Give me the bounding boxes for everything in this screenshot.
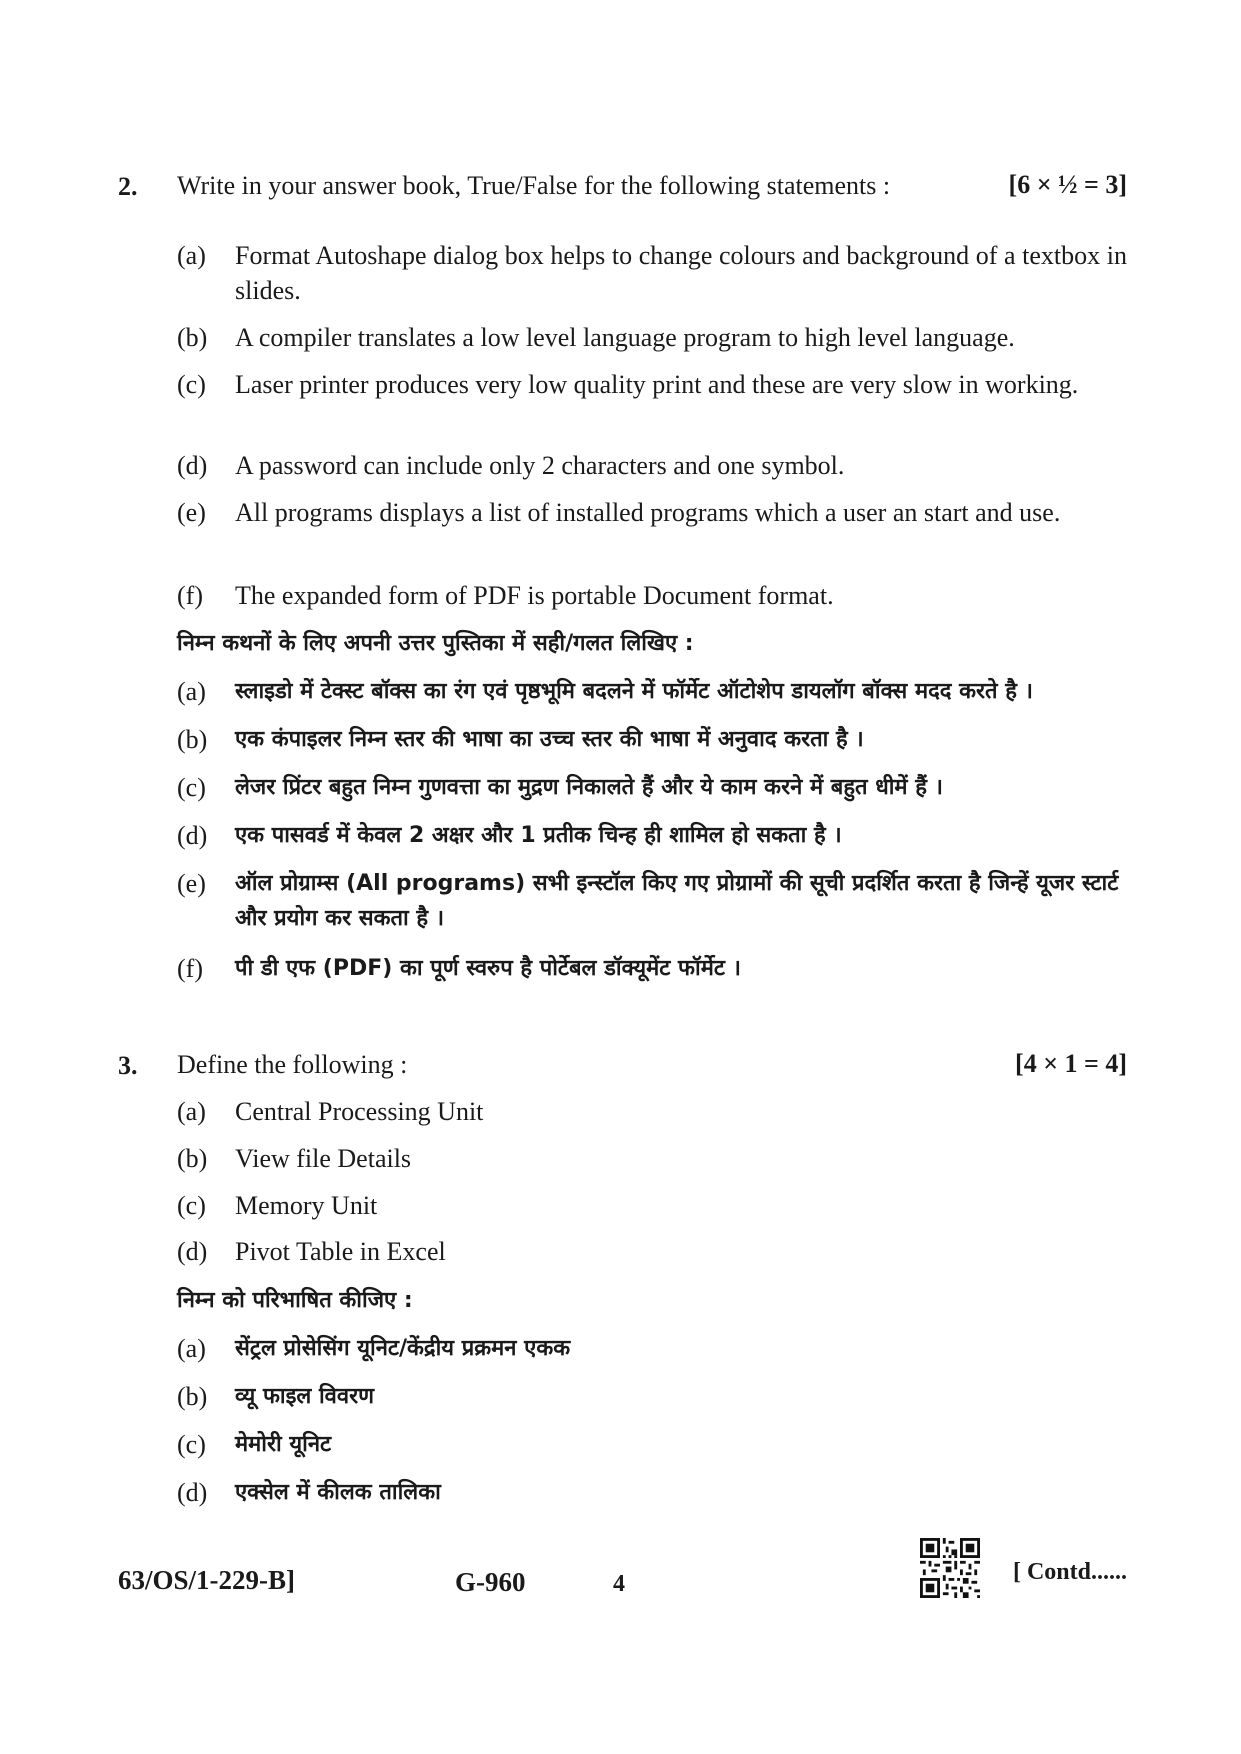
item-text: The expanded form of PDF is portable Document format. <box>235 581 834 610</box>
question-3-prompt: Define the following : <box>177 1050 408 1079</box>
question-2-marks: [6 × ½ = 3] <box>1008 170 1127 199</box>
item-text: मेमोरी यूनिट <box>235 1432 332 1457</box>
item-label: (e) <box>177 498 206 527</box>
item-text: A password can include only 2 characters and one symbol. <box>235 451 845 480</box>
item-label: (d) <box>177 821 208 850</box>
item-text: Memory Unit <box>235 1191 378 1220</box>
q2-item-f-en <box>177 578 1127 613</box>
item-text: View file Details <box>235 1144 412 1173</box>
item-label: (b) <box>177 1144 208 1173</box>
q3-item-d-en <box>177 1234 1127 1269</box>
question-3-number: 3. <box>118 1051 138 1080</box>
item-text: Laser printer produces very low quality print and these are very slow in working. <box>235 370 1079 399</box>
item-label: (b) <box>177 725 208 754</box>
item-label: (f) <box>177 581 203 610</box>
item-text: Format Autoshape dialog box helps to change colours and background of a textbox in slides. <box>235 241 1127 305</box>
q2-item-d-en <box>177 448 1127 483</box>
q3-item-a-hi <box>177 1331 1127 1366</box>
q2-item-c-en <box>177 367 1127 402</box>
item-text: पी डी एफ (PDF) का पूर्ण स्वरुप है पोर्टेबल डॉक्यूमेंट फॉर्मेट । <box>235 956 741 981</box>
paper-code: 63/OS/1-229-B] <box>118 1565 296 1595</box>
item-text: एक कंपाइलर निम्न स्तर की भाषा का उच्च स्तर की भाषा में अनुवाद करता है । <box>235 727 864 752</box>
q2-item-b-hi <box>177 722 1127 757</box>
q3-item-d-hi <box>177 1475 1127 1510</box>
item-label: (a) <box>177 241 206 270</box>
item-label: (d) <box>177 1478 208 1507</box>
q2-item-c-hi <box>177 770 1127 805</box>
q3-hindi-prompt: निम्न को परिभाषित कीजिए : <box>177 1288 413 1313</box>
question-2-number: 2. <box>118 172 138 201</box>
question-3-marks: [4 × 1 = 4] <box>1015 1049 1127 1078</box>
item-label: (c) <box>177 1191 206 1220</box>
q3-item-c-en <box>177 1188 1127 1223</box>
q2-item-d-hi <box>177 818 1127 853</box>
item-text: लेजर प्रिंटर बहुत निम्न गुणवत्ता का मुद्रण निकालते हैं और ये काम करने में बहुत धीमें हैं । <box>235 775 943 800</box>
item-label: (a) <box>177 677 206 706</box>
item-text: व्यू फाइल विवरण <box>235 1384 375 1409</box>
item-text: A compiler translates a low level language program to high level language. <box>235 323 1015 352</box>
item-text: एक्सेल में कीलक तालिका <box>235 1480 441 1505</box>
q2-hindi-prompt: निम्न कथनों के लिए अपनी उत्तर पुस्तिका में सही/गलत लिखिए : <box>177 631 694 656</box>
q2-item-a-en <box>177 238 1127 308</box>
q3-item-b-en <box>177 1141 1127 1176</box>
q3-item-b-hi <box>177 1379 1127 1414</box>
continued-note: [ Contd...... <box>1012 1559 1127 1585</box>
page-number: 4 <box>613 1571 625 1597</box>
item-text: All programs displays a list of installed programs which a user an start and use. <box>235 498 1061 527</box>
item-text: एक पासवर्ड में केवल 2 अक्षर और 1 प्रतीक चिन्ह ही शामिल हो सकता है । <box>235 823 842 848</box>
question-2-prompt: Write in your answer book, True/False for the following statements : <box>177 171 891 200</box>
q2-item-e-hi <box>177 866 1127 936</box>
item-label: (c) <box>177 1430 206 1459</box>
q2-item-b-en <box>177 320 1127 355</box>
q2-item-a-hi <box>177 674 1127 709</box>
q3-item-a-en <box>177 1094 1127 1129</box>
item-text: स्लाइडो में टेक्स्ट बॉक्स का रंग एवं पृष्ठभूमि बदलने में फॉर्मेट ऑटोशेप डायलॉग बॉक्स मदद करते है । <box>235 679 1033 704</box>
item-label: (b) <box>177 323 208 352</box>
item-text: Central Processing Unit <box>235 1097 484 1126</box>
item-label: (c) <box>177 370 206 399</box>
q3-item-c-hi <box>177 1427 1127 1462</box>
item-label: (d) <box>177 1237 208 1266</box>
q2-item-f-hi <box>177 951 1127 986</box>
item-label: (f) <box>177 954 203 983</box>
item-text: Pivot Table in Excel <box>235 1237 446 1266</box>
item-label: (c) <box>177 773 206 802</box>
item-label: (a) <box>177 1334 206 1363</box>
item-label: (b) <box>177 1382 208 1411</box>
item-text: ऑल प्रोग्राम्स (All programs) सभी इन्स्टॉल किए गए प्रोग्रामों की सूची प्रदर्शित करता है जिन्हें यूजर स्टार्ट और प्रयोग कर सकता है । <box>235 871 1119 931</box>
q2-item-e-en <box>177 495 1127 530</box>
item-text: सेंट्रल प्रोसेसिंग यूनिट/केंद्रीय प्रक्रमन एकक <box>235 1336 571 1361</box>
item-label: (a) <box>177 1097 206 1126</box>
item-label: (d) <box>177 451 208 480</box>
item-label: (e) <box>177 869 206 898</box>
qr-code-icon <box>920 1538 980 1598</box>
series-code: G-960 <box>455 1567 526 1597</box>
